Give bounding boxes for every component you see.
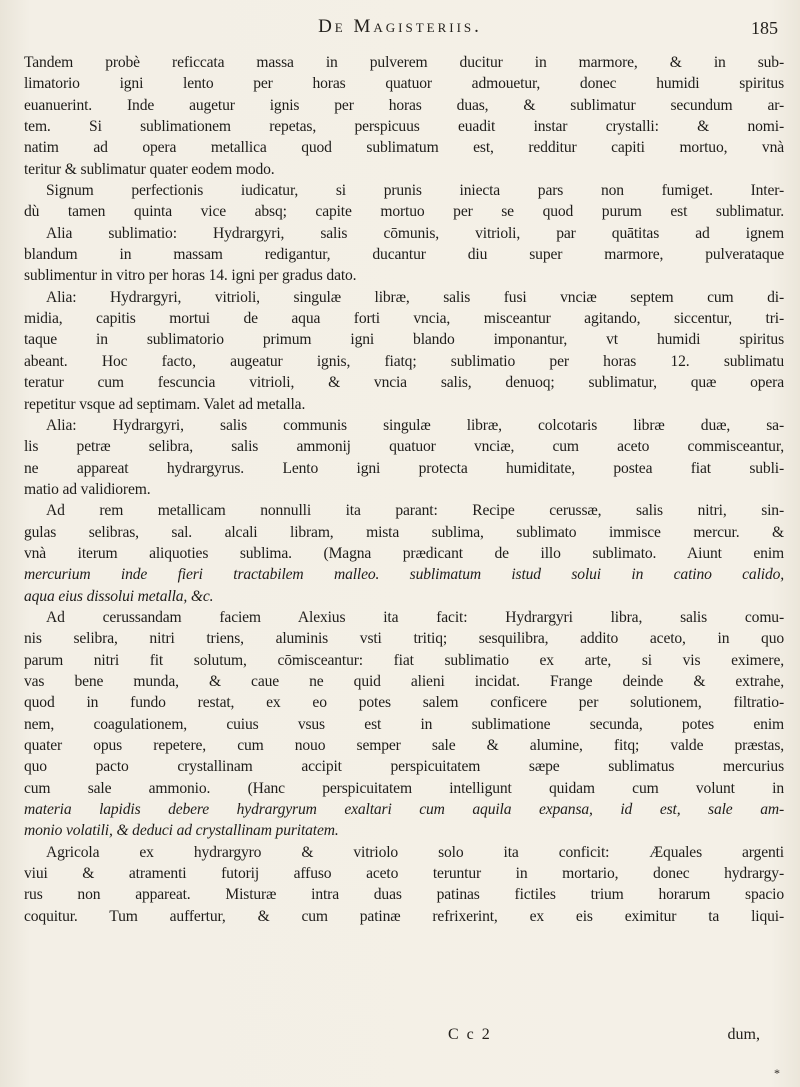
text-line: quo pacto crystallinam accipit perspicuitatem sæpe sublimatus mercurius (24, 758, 784, 776)
text-line: Alia sublimatio: Hydrargyri, salis cōmunis, vitrioli, par quātitas ad ignem (46, 224, 784, 242)
text-line: repetitur vsque ad septimam. Valet ad metalla. (24, 395, 306, 413)
body-text (24, 52, 784, 927)
text-line: Ad cerussandam faciem Alexius ita facit: Hydrargyri libra, salis comu- (46, 608, 784, 626)
text-line: cum sale ammonio. (Hanc perspicuitatem intelligunt quidam cum volunt in (24, 779, 784, 797)
text-line: coquitur. Tum auffertur, & cum patinæ refrixerint, ex eis eximitur ta liqui- (24, 907, 784, 925)
text-line: vnà iterum aliquoties sublima. (Magna prædicant de illo sublimato. Aiunt enim (24, 544, 784, 562)
text-line: Agricola ex hydrargyro & vitriolo solo ita conficit: Æquales argenti (46, 843, 784, 861)
text-line: Alia: Hydrargyri, salis communis singulæ libræ, colcotaris libræ duæ, sa- (46, 416, 784, 434)
text-line: quod in fundo restat, ex eo potes salem conficere per solutionem, filtratio- (24, 694, 784, 712)
text-line: vas bene munda, & caue ne quid alieni incidat. Frange deinde & extrahe, (24, 672, 784, 690)
text-line: lis petræ selibra, salis ammonij quatuor vnciæ, cum aceto commisceantur, (24, 438, 784, 456)
text-line: taque in sublimatorio primum igni blando imponantur, vt humidi spiritus (24, 331, 784, 349)
catchword: dum, (727, 1026, 760, 1043)
text-line: ne appareat hydrargyrus. Lento igni protecta humiditate, postea fiat subli- (24, 459, 784, 477)
text-line: Ad rem metallicam nonnulli ita parant: Recipe cerussæ, salis nitri, sin- (46, 502, 784, 520)
text-line: teritur & sublimatur quater eodem modo. (24, 160, 275, 178)
text-line: midia, capitis mortui de aqua forti vncia, misceantur agitando, siccentur, tri- (24, 310, 784, 328)
text-line: Signum perfectionis iudicatur, si prunis iniecta pars non fumiget. Inter- (46, 182, 784, 200)
text-line: aqua eius dissolui metalla, &c. (24, 587, 214, 605)
asterisk-mark: * (774, 1066, 780, 1080)
text-line: sublimentur in vitro per horas 14. igni per gradus dato. (24, 267, 357, 285)
text-line: nis selibra, nitri triens, aluminis vsti tritiq; sesquilibra, addito aceto, in quo (24, 630, 784, 648)
text-line: limatorio igni lento per horas quatuor admouetur, donec humidi spiritus (24, 75, 784, 93)
text-line: matio ad validiorem. (24, 480, 151, 498)
text-line: Alia: Hydrargyri, vitrioli, singulæ libræ, salis fusi vnciæ septem cum di- (46, 288, 784, 306)
text-line: teratur cum fescuncia vitrioli, & vncia salis, denuoq; sublimatur, quæ opera (24, 374, 784, 392)
text-line: tem. Si sublimationem repetas, perspicuus euadit instar crystalli: & nomi- (24, 118, 784, 136)
text-line: dù tamen quinta vice absq; capite mortuo per se quod purum est sublimatur. (24, 203, 784, 221)
text-line: gulas selibras, sal. alcali libram, mista sublima, sublimato immisce mercur. & (24, 523, 784, 541)
text-line: Tandem probè reficcata massa in pulverem ducitur in marmore, & in sub- (24, 54, 784, 71)
text-line: mercurium inde fieri tractabilem malleo. sublimatum istud solui in catino calido, (24, 566, 784, 584)
page-header (0, 16, 800, 46)
text-line: nem, coagulationem, cuius vsus est in sublimatione secunda, potes enim (24, 715, 784, 733)
text-line: rus non appareat. Misturæ intra duas patinas fictiles trium horarum spacio (24, 886, 784, 904)
page-number: 185 (751, 18, 778, 38)
text-line: materia lapidis debere hydrargyrum exaltari cum aquila expansa, id est, sale am- (24, 801, 784, 819)
text-line: blandum in massam redigantur, ducantur diu super marmore, pulverataque (24, 246, 784, 264)
text-line: natim ad opera metallica quod sublimatum est, redditur capiti mortuo, vnà (24, 139, 784, 157)
signature-mark: C c 2 (448, 1026, 492, 1043)
text-line: monio volatili, & deduci ad crystallinam puritatem. (24, 822, 339, 840)
text-line: euanuerint. Inde augetur ignis per horas duas, & sublimatur secundum ar- (24, 96, 784, 114)
text-line: quater opus repetere, cum nouo semper sale & alumine, fitq; valde præstas, (24, 737, 784, 754)
text-line: abeant. Hoc facto, augeatur ignis, fiatq; sublimatio per horas 12. sublimatu (24, 352, 784, 370)
text-line: viui & atramenti futorij affuso aceto teruntur in mortario, donec hydrargy- (24, 865, 784, 883)
running-head: De Magisteriis. (318, 16, 482, 37)
text-line: parum nitri fit solutum, cōmisceantur: fiat sublimatio ex arte, si vis eximere, (24, 651, 784, 669)
